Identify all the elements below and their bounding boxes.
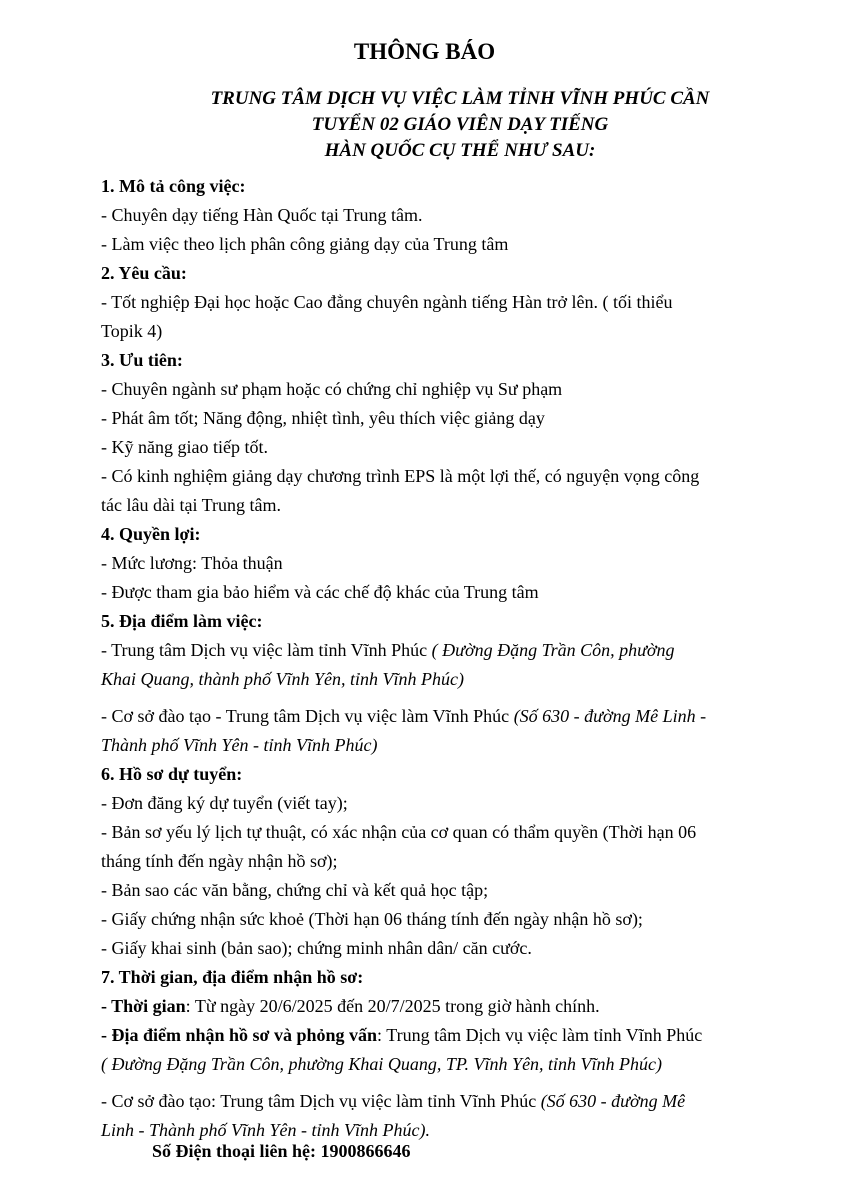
subtitle-line: TRUNG TÂM DỊCH VỤ VIỆC LÀM TỈNH VĨNH PHÚC CẦN <box>210 88 710 109</box>
list-item: - Giấy khai sinh (bản sao); chứng minh nhân dân/ căn cước. <box>101 938 532 958</box>
list-item: - Chuyên dạy tiếng Hàn Quốc tại Trung tâm. <box>101 205 423 225</box>
list-item: - Tốt nghiệp Đại học hoặc Cao đẳng chuyên ngành tiếng Hàn trở lên. ( tối thiểu <box>101 292 673 312</box>
list-item: tháng tính đến ngày nhận hồ sơ); <box>101 851 338 871</box>
section-heading-workplace: 5. Địa điểm làm việc: <box>101 611 263 631</box>
list-item: - Có kinh nghiệm giảng dạy chương trình EPS là một lợi thế, có nguyện vọng công <box>101 466 700 486</box>
time-value: : Từ ngày 20/6/2025 đến 20/7/2025 trong giờ hành chính. <box>185 996 600 1016</box>
campus-line <box>101 1087 781 1116</box>
list-item: - Giấy chứng nhận sức khoẻ (Thời hạn 06 tháng tính đến ngày nhận hồ sơ); <box>101 909 643 929</box>
list-item: - Mức lương: Thỏa thuận <box>101 553 283 573</box>
section-heading-priority: 3. Ưu tiên: <box>101 350 183 370</box>
section-heading-benefits: 4. Quyền lợi: <box>101 524 201 544</box>
campus-address: Linh - Thành phố Vĩnh Yên - tỉnh Vĩnh Phúc). <box>101 1120 430 1140</box>
section-heading-application-documents: 6. Hồ sơ dự tuyển: <box>101 764 243 784</box>
list-item: - Được tham gia bảo hiểm và các chế độ khác của Trung tâm <box>101 582 539 602</box>
list-item: - Phát âm tốt; Năng động, nhiệt tình, yêu thích việc giảng dạy <box>101 408 545 428</box>
document-subtitle <box>100 86 820 164</box>
location-address: ( Đường Đặng Trần Côn, phường <box>431 640 675 660</box>
section-heading-submission: 7. Thời gian, địa điểm nhận hồ sơ: <box>101 967 364 987</box>
workplace-location-line <box>101 702 781 731</box>
list-item: - Bản sao các văn bằng, chứng chỉ và kết quả học tập; <box>101 880 489 900</box>
list-item: - Làm việc theo lịch phân công giảng dạy của Trung tâm <box>101 234 509 254</box>
location-address: Khai Quang, thành phố Vĩnh Yên, tỉnh Vĩnh Phúc) <box>101 669 464 689</box>
campus-name: - Cơ sở đào tạo: Trung tâm Dịch vụ việc làm tỉnh Vĩnh Phúc <box>101 1091 541 1111</box>
place-value: : Trung tâm Dịch vụ việc làm tỉnh Vĩnh Phúc <box>377 1025 703 1045</box>
document-title: THÔNG BÁO <box>353 39 496 64</box>
location-name: - Cơ sở đào tạo - Trung tâm Dịch vụ việc làm Vĩnh Phúc <box>101 706 514 726</box>
workplace-location-line <box>101 636 781 665</box>
list-item: - Kỹ năng giao tiếp tốt. <box>101 437 268 457</box>
section-heading-job-description: 1. Mô tả công việc: <box>101 176 246 196</box>
location-address: (Số 630 - đường Mê Linh - <box>513 706 707 726</box>
place-label: - Địa điểm nhận hồ sơ và phỏng vấn <box>101 1025 378 1045</box>
time-label: - Thời gian <box>101 996 186 1016</box>
subtitle-line: TUYỂN 02 GIÁO VIÊN DẠY TIẾNG <box>311 114 609 135</box>
submission-place-line <box>101 1021 781 1050</box>
campus-address: (Số 630 - đường Mê <box>540 1091 686 1111</box>
submission-time-line <box>101 992 781 1021</box>
list-item: Topik 4) <box>101 321 163 341</box>
list-item: - Bản sơ yếu lý lịch tự thuật, có xác nhận của cơ quan có thẩm quyền (Thời hạn 06 <box>101 822 697 842</box>
list-item: tác lâu dài tại Trung tâm. <box>101 495 281 515</box>
document-body <box>101 172 781 1145</box>
list-item: - Chuyên ngành sư phạm hoặc có chứng chỉ nghiệp vụ Sư phạm <box>101 379 563 399</box>
contact-phone: Số Điện thoại liên hệ: 1900866646 <box>152 1141 411 1161</box>
list-item: - Đơn đăng ký dự tuyển (viết tay); <box>101 793 348 813</box>
subtitle-line: HÀN QUỐC CỤ THỂ NHƯ SAU: <box>324 140 596 161</box>
place-address: ( Đường Đặng Trần Côn, phường Khai Quang, TP. Vĩnh Yên, tỉnh Vĩnh Phúc) <box>101 1054 663 1074</box>
location-address: Thành phố Vĩnh Yên - tỉnh Vĩnh Phúc) <box>101 735 378 755</box>
location-name: - Trung tâm Dịch vụ việc làm tỉnh Vĩnh Phúc <box>101 640 432 660</box>
section-heading-requirements: 2. Yêu cầu: <box>101 263 187 283</box>
